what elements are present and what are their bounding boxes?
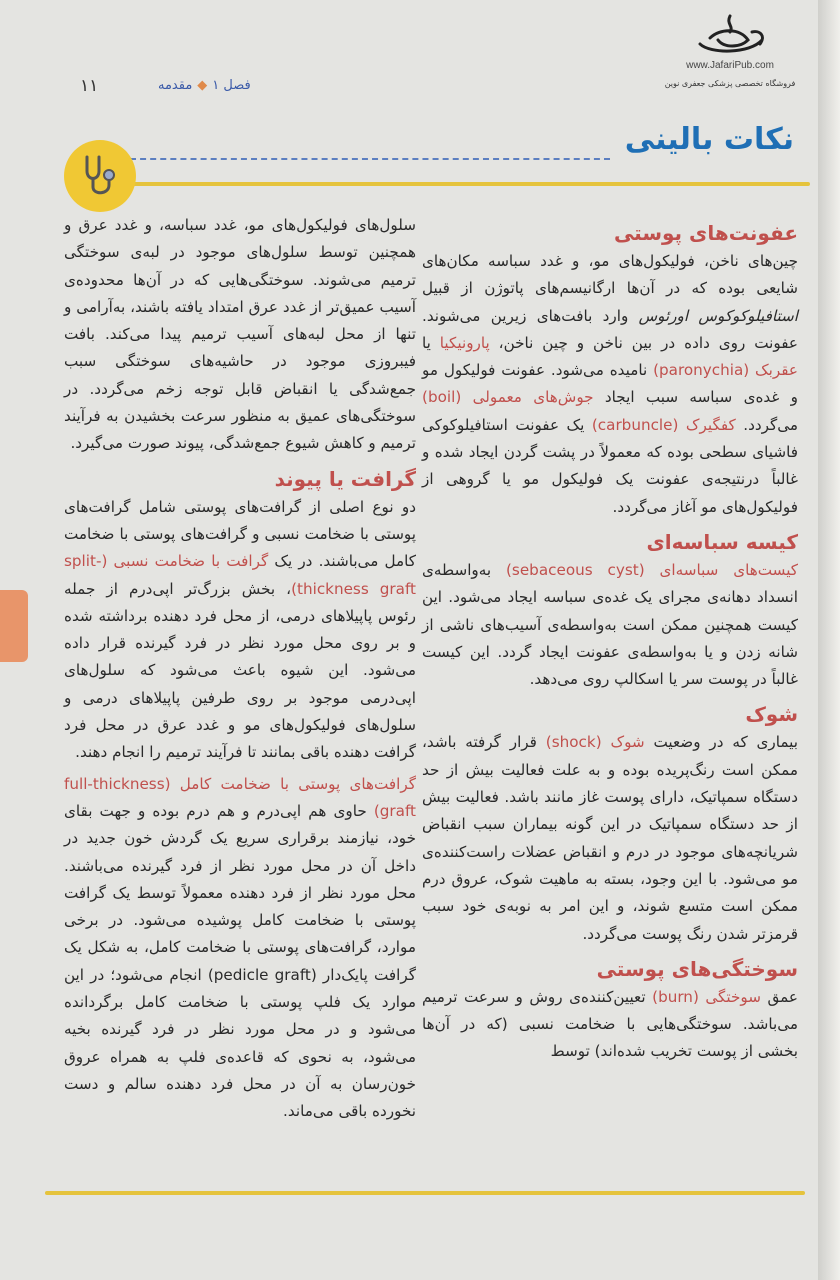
section-heading: گرافت یا پیوند [274, 466, 416, 491]
italic-term: استافیلوکوکوس اورئوس [638, 306, 798, 325]
paragraph [64, 771, 416, 1126]
highlighted-term: عقربک (paronychia) [653, 361, 798, 380]
stethoscope-icon [64, 140, 136, 212]
highlighted-term: سوختگی (burn) [652, 987, 761, 1006]
highlighted-term: پارونیکیا [439, 333, 490, 352]
highlighted-term: کیست‌های سباسه‌ای (sebaceous cyst) [505, 560, 799, 579]
paragraph [422, 729, 798, 947]
chapter-thumb-tab [0, 590, 28, 662]
section-heading: کیسه سباسه‌ای [646, 529, 798, 554]
paragraph [422, 248, 798, 521]
text-run: نامیده می‌شود. عفونت فولیکول مو و غده‌ی سباسه سبب ایجاد [422, 361, 798, 407]
highlighted-term: شوک (shock) [545, 733, 645, 752]
highlighted-term: گرافت‌های پوستی با ضخامت کامل (full-thickness graft) [64, 774, 416, 820]
text-run: حاوی هم اپی‌درم و هم درم بوده و جهت بقای خود، نیازمند برقراری سریع یک گردش خون جدید در داخل آن در محل مورد نظر از فرد گیرنده می‌باشند. محل مورد نظر از فرد دهنده معمولاً توسط یک گرافت پوستی با ضخامت کامل پوشیده می‌شود. در برخی موارد، گرافت‌های پوستی با ضخامت کامل، به شکل یک گرافت پایک‌دار (pedicle graft) انجام می‌شود؛ در این موارد یک فلپ پوستی با ضخامت کامل برگردانده می‌شود و در محل مورد نظر در فرد گیرنده بخیه می‌شود، به نحوی که قاعده‌ی فلپ به همراه عروق خون‌رسان به آن در محل فرد دهنده سالم و دست نخورده باقی می‌ماند. [64, 801, 417, 1121]
paragraph [64, 212, 416, 458]
text-run: یک عفونت استافیلوکوکی فاشیای سطحی بوده که معمولاً در پشت گردن ایجاد شده و غالباً درنتیجه‌ی عفونت یک فولیکول مو یا گروهی از فولیکول‌های مو آغاز می‌گردد. [422, 415, 798, 516]
text-run: سلول‌های فولیکول‌های مو، غدد سباسه، و غدد عرق و همچنین توسط سلول‌های موجود در لبه‌ی سوختگی ترمیم می‌شوند. سوختگی‌هایی که در آن‌ها محدوده‌ی آسیب عمیق‌تر از غدد عرق امتداد یافته باشند، به‌آرامی و تنها از محل لبه‌های آسیب ترمیم پیدا می‌کند. بافت فیبروزی موجود در حاشیه‌های سوختگی سبب جمع‌شدگی یا انقباض قابل توجه زخم می‌گردد. در سوختگی‌های عمیق به منظور سرعت بخشیدن به فرآیند ترمیم و کاهش شیوع جمع‌شدگی، پیوند صورت می‌گیرد. [64, 216, 416, 453]
yellow-rule-bottom [45, 1191, 805, 1195]
paragraph [422, 557, 798, 693]
yellow-rule-top [120, 182, 810, 186]
text-run: بیماری که در وضعیت [644, 733, 798, 752]
text-run: عمق [760, 987, 798, 1006]
page-number: ۱۱ [80, 76, 99, 96]
section-heading: شوک [745, 702, 798, 727]
highlighted-term: گرافت با ضخامت نسبی (split-thickness graft) [64, 552, 417, 598]
publisher-logo [660, 14, 800, 88]
section-heading: سوختگی‌های پوستی [596, 956, 798, 981]
text-run: قرار گرفته باشد، ممکن است رنگ‌پریده بوده و به علت فعالیت بیش از حد دستگاه سمپاتیک، دارای پوست غاز مانند باشد. فعالیت بیش از حد دستگاه سمپاتیک در این گونه بیماران سبب انقباض شریانچه‌های موجود در درم و انقباض عضلات راست‌کننده‌ی مو می‌شود. با این وجود، بسته به ماهیت شوک، عروق درم ممکن است متسع شوند، و این امر به نوبه‌ی خود سبب قرمزتر شدن رنگ پوست می‌گردد. [422, 733, 798, 943]
text-run: چین‌های ناخن، فولیکول‌های مو، و غدد سباسه مکان‌های شایعی بوده که در آن‌ها ارگانیسم‌های پاتوژن از قبیل [422, 252, 798, 298]
logo-shop-name: فروشگاه تخصصی پزشکی جعفری نوین [664, 79, 796, 88]
section-heading: عفونت‌های پوستی [613, 221, 798, 245]
text-run: یا [422, 333, 440, 352]
chapter-label: فصل ۱ [212, 78, 251, 93]
paragraph [422, 984, 798, 1066]
dashed-divider [130, 158, 610, 160]
highlighted-term: کفگیرک (carbuncle) [591, 415, 736, 434]
right-column [422, 212, 798, 1070]
text-run: وارد بافت‌های زیرین می‌شوند. عفونت روی داده در بین ناخن و چین ناخن، [422, 306, 798, 352]
logo-calligraphy-icon [690, 14, 770, 60]
text-run: تعیین‌کننده‌ی روش و سرعت ترمیم می‌باشد. سوختگی‌هایی با ضخامت نسبی (که در آن‌ها بخشی از پوست تخریب شده‌اند) توسط [422, 987, 798, 1061]
text-run: دو نوع اصلی از گرافت‌های پوستی شامل گرافت‌های پوستی با ضخامت نسبی و گرافت‌های پوستی با ضخامت کامل می‌باشند. در یک [64, 497, 416, 571]
text-run: می‌گردد. [735, 415, 799, 434]
logo-url: www.JafariPub.com [686, 60, 774, 71]
chapter-title: مقدمه [158, 78, 193, 93]
running-header [158, 78, 251, 93]
box-title: نکات بالینی [624, 122, 794, 157]
bullet-icon: ◆ [197, 78, 208, 93]
highlighted-term: جوش‌های معمولی (boil) [422, 388, 594, 407]
paragraph [64, 494, 416, 767]
left-column [64, 212, 416, 1130]
text-run: ، بخش بزرگ‌تر اپی‌درم از جمله رئوس پاپیلاهای درمی، از محل فرد دهنده برداشته شده و بر روی محل مورد نظر در فرد گیرنده قرار داده می‌شود. این شیوه باعث می‌شود که سلول‌های اپی‌درمی موجود بر روی طرفین پاپیلاهای درمی و سلول‌های فولیکول‌های مو و غدد عرق در محل فرد گرافت دهنده باقی بمانند تا فرآیند ترمیم را انجام دهند. [64, 579, 416, 762]
facing-page-edge [818, 0, 840, 1280]
text-run: به‌واسطه‌ی انسداد دهانه‌ی مجرای یک غده‌ی سباسه ایجاد می‌شود. این کیست همچنین ممکن است به‌واسطه‌ی آسیب‌های ناشی از شانه زدن و یا به‌واسطه‌ی عفونت ایجاد گردد. این کیست غالباً در پوست سر یا اسکالپ روی می‌دهد. [422, 560, 798, 689]
